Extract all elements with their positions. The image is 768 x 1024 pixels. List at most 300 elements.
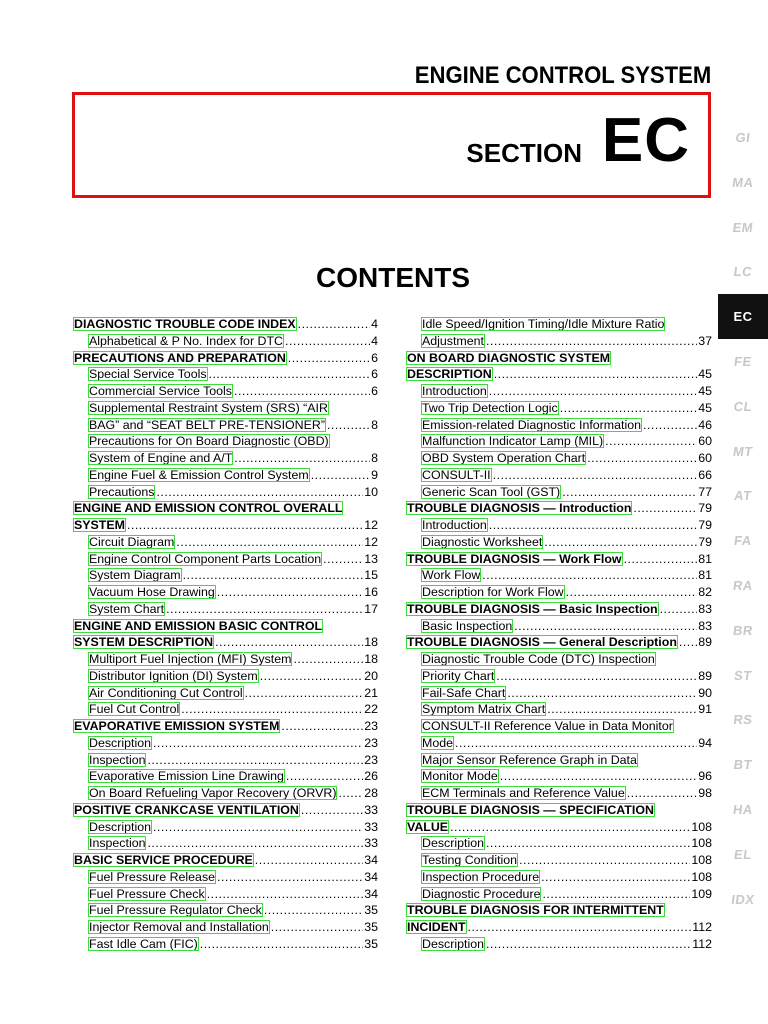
toc-entry[interactable] [73,567,378,584]
toc-entry-title[interactable]: Multiport Fuel Injection (MFI) System [89,652,292,666]
leader-dots [679,634,697,651]
toc-entry-page: 23 [364,719,378,733]
toc-entry-page: 33 [364,819,378,834]
toc-entry-page: 79 [698,501,712,516]
toc-entry-title[interactable]: Inspection Procedure [422,869,540,884]
toc-entry[interactable] [406,534,712,551]
toc-entry[interactable] [73,651,378,668]
toc-entry-title[interactable]: Fast Idle Cam (FIC) [89,936,198,951]
toc-entry-page: 4 [371,333,378,348]
toc-entry-page: 34 [364,853,378,867]
toc-entry-title[interactable]: TROUBLE DIAGNOSIS FOR INTERMITTENT [407,903,664,918]
toc-entry-title[interactable]: TROUBLE DIAGNOSIS — Basic Inspection [407,601,658,616]
toc-entry[interactable] [406,902,712,919]
leader-dots [255,852,363,869]
toc-entry-title[interactable]: Commercial Service Tools [89,384,232,398]
toc-entry-page: 22 [364,702,378,717]
toc-entry-title[interactable]: DESCRIPTION [407,367,492,382]
toc-left-column [73,316,378,953]
toc-entry-page: 79 [698,518,712,532]
toc-entry[interactable] [73,785,378,802]
toc-entry[interactable] [73,902,378,919]
toc-entry-title[interactable]: Two Trip Detection Logic [422,400,558,415]
toc-entry[interactable] [73,835,378,852]
leader-dots [147,752,363,769]
toc-entry[interactable] [406,802,712,819]
toc-entry[interactable] [406,634,712,651]
toc-entry[interactable] [73,417,378,434]
toc-entry[interactable] [406,919,712,936]
leader-dots [450,819,690,836]
toc-entry[interactable] [406,433,712,450]
leader-dots [298,316,370,333]
section-label: SECTION [466,138,582,168]
toc-entry[interactable] [406,400,712,417]
toc-entry[interactable] [73,869,378,886]
toc-entry-title[interactable]: PRECAUTIONS AND PREPARATION [74,350,286,365]
leader-dots [260,668,364,685]
toc-entry[interactable] [406,752,712,769]
toc-entry-page: 16 [364,585,378,599]
leader-dots [209,366,371,383]
toc-entry-page: 15 [364,568,378,583]
toc-entry-page: 83 [698,601,712,616]
leader-dots [153,819,363,836]
section-code: EC [601,106,690,175]
toc-entry-title[interactable]: Diagnostic Worksheet [422,534,543,549]
toc-entry-page: 23 [364,735,378,750]
toc-entry-title[interactable]: Engine Fuel & Emission Control System [89,467,309,482]
leader-dots [486,835,690,852]
toc-entry[interactable] [406,316,712,333]
toc-entry-title[interactable]: Adjustment [422,333,484,348]
toc-entry[interactable] [406,768,712,785]
leader-dots [286,768,363,785]
toc-entry-page: 35 [364,936,378,951]
leader-dots [338,785,363,802]
section-tab-el[interactable]: EL [733,846,753,862]
toc-entry-title[interactable]: Fuel Pressure Release [89,869,216,884]
leader-dots [217,869,363,886]
toc-entry-page: 35 [364,903,378,918]
leader-dots [489,383,697,400]
contents-title: CONTENTS [316,262,470,293]
toc-entry-title[interactable]: Fuel Cut Control [89,702,180,717]
toc-entry[interactable] [406,584,712,601]
toc-entry[interactable] [406,450,712,467]
toc-entry[interactable] [73,768,378,785]
toc-entry-page: 37 [698,333,712,348]
toc-entry-title[interactable]: EVAPORATIVE EMISSION SYSTEM [74,719,280,733]
leader-dots [507,685,697,702]
toc-entry[interactable] [406,852,712,869]
toc-entry-title[interactable]: Distributor Ignition (DI) System [89,668,258,683]
toc-entry-page: 26 [364,769,378,784]
section-tab-rs[interactable]: RS [732,712,754,728]
section-tab-gi[interactable]: GI [734,129,752,145]
toc-entry-page: 45 [698,384,712,398]
toc-entry-title[interactable]: Description [89,819,151,834]
toc-entry-page: 82 [698,585,712,599]
toc-entry-title[interactable]: CONSULT-II Reference Value in Data Monitor [422,719,673,733]
toc-entry[interactable] [406,618,712,635]
section-tabs [718,115,768,921]
toc-entry[interactable] [73,450,378,467]
toc-entry-page: 89 [698,635,712,650]
section-tab-ma[interactable]: MA [731,174,755,190]
toc-entry[interactable] [73,919,378,936]
toc-entry-page: 108 [691,869,712,884]
toc-entry-title[interactable]: System of Engine and A/T [89,451,233,465]
toc-entry-page: 108 [691,819,712,834]
toc-entry-title[interactable]: TROUBLE DIAGNOSIS — Introduction [407,501,632,516]
toc-entry-page: 66 [698,467,712,482]
toc-entry[interactable] [73,333,378,350]
toc-entry[interactable] [406,718,712,735]
toc-entry[interactable] [73,701,378,718]
toc-entry-title[interactable]: Precautions [89,484,155,499]
leader-dots [455,735,697,752]
toc-entry-title[interactable]: Inspection [89,836,146,851]
toc-entry-page: 46 [698,417,712,432]
toc-entry-title[interactable]: POSITIVE CRANKCASE VENTILATION [74,802,299,817]
toc-entry-page: 35 [364,920,378,934]
toc-entry-page: 33 [364,836,378,851]
toc-entry-page: 18 [364,635,378,650]
toc-entry[interactable] [73,551,378,568]
leader-dots [624,551,698,568]
toc-entry[interactable] [73,936,378,953]
toc-entry-page: 79 [698,534,712,549]
leader-dots [494,366,698,383]
toc-entry[interactable] [73,601,378,618]
toc-entry-page: 45 [698,400,712,415]
toc-entry-title[interactable]: Major Sensor Reference Graph in Data [422,752,637,767]
toc-entry-title[interactable]: System Diagram [89,568,181,583]
toc-entry-title[interactable]: OBD System Operation Chart [422,451,586,465]
leader-dots [327,417,370,434]
leader-dots [544,534,697,551]
toc-entry[interactable] [406,333,712,350]
leader-dots [500,768,697,785]
toc-entry[interactable] [406,350,712,367]
toc-entry-title[interactable]: Diagnostic Procedure [422,886,541,901]
toc-entry-title[interactable]: Introduction [422,384,487,398]
toc-entry-title[interactable]: On Board Refueling Vapor Recovery (ORVR) [89,786,337,800]
toc-entry[interactable] [406,601,712,618]
toc-entry-title[interactable]: ENGINE AND EMISSION CONTROL OVERALL [74,501,343,516]
toc-entry[interactable] [406,869,712,886]
toc-entry-title[interactable]: Malfunction Indicator Lamp (MIL) [422,434,604,449]
toc-entry[interactable] [406,484,712,501]
section-tab-ra[interactable]: RA [732,577,754,593]
toc-entry[interactable] [73,618,378,635]
leader-dots [514,618,697,635]
toc-entry[interactable] [406,567,712,584]
toc-entry-page: 21 [364,685,378,700]
leader-dots [311,467,370,484]
toc-entry-title[interactable]: BASIC SERVICE PROCEDURE [74,853,253,867]
leader-dots [560,400,698,417]
toc-entry-page: 108 [691,836,712,851]
toc-entry[interactable] [73,366,378,383]
leader-dots [489,517,697,534]
toc-entry[interactable] [73,400,378,417]
leader-dots [587,450,697,467]
toc-right-column [406,316,712,953]
toc-entry-page: 12 [364,518,378,532]
section-tab-br[interactable]: BR [732,622,754,638]
toc-entry-page: 28 [364,786,378,800]
toc-entry-title[interactable]: Description [89,735,151,750]
toc-entry-page: 6 [371,350,378,365]
leader-dots [234,383,370,400]
leader-dots [519,852,690,869]
toc-entry-title[interactable]: DIAGNOSTIC TROUBLE CODE INDEX [74,317,296,331]
toc-entry-title[interactable]: SYSTEM [74,518,125,532]
toc-entry-page: 45 [698,367,712,382]
leader-dots [323,551,363,568]
section-tab-ha[interactable]: HA [732,801,754,817]
leader-dots [486,936,691,953]
leader-dots [245,685,364,702]
toc-entry-title[interactable]: Monitor Mode [422,769,498,784]
toc-entry-title[interactable]: Air Conditioning Cut Control [89,685,243,700]
header-title: ENGINE CONTROL SYSTEM [414,62,711,89]
toc-entry-page: 34 [364,886,378,901]
section-tab-mt[interactable]: MT [732,443,754,459]
section-tab-ec[interactable]: EC [718,294,768,339]
toc-entry-title[interactable]: Description for Work Flow [422,585,564,599]
leader-dots [217,584,363,601]
leader-dots [566,584,698,601]
toc-entry-title[interactable]: BAG” and “SEAT BELT PRE-TENSIONER” [89,417,325,432]
toc-entry[interactable] [406,651,712,668]
leader-dots [482,567,697,584]
toc-entry[interactable] [406,668,712,685]
toc-entry-title[interactable]: TROUBLE DIAGNOSIS — General Description [407,635,677,650]
toc-entry-title[interactable]: System Chart [89,601,165,616]
toc-entry-page: 13 [364,551,378,566]
toc-entry-page: 83 [698,618,712,633]
section-tab-fa[interactable]: FA [733,533,753,549]
toc-entry-page: 108 [691,853,712,867]
toc-entry-page: 98 [698,786,712,800]
toc-entry-title[interactable]: Fuel Pressure Check [89,886,205,901]
toc-entry[interactable] [406,417,712,434]
leader-dots [541,869,690,886]
toc-entry-title[interactable]: Symptom Matrix Chart [422,702,546,717]
toc-entry-page: 8 [371,417,378,432]
toc-entry-title[interactable]: Fuel Pressure Regulator Check [89,903,262,918]
toc-entry-page: 34 [364,869,378,884]
toc-entry[interactable] [73,735,378,752]
toc-entry-page: 60 [698,434,712,449]
leader-dots [493,467,698,484]
toc-entry[interactable] [73,484,378,501]
toc-entry-page: 6 [371,384,378,398]
toc-entry-title[interactable]: Description [422,836,484,851]
leader-dots [627,785,697,802]
leader-dots [176,534,363,551]
toc-entry-title[interactable]: ECM Terminals and Reference Value [422,786,625,800]
toc-entry[interactable] [406,685,712,702]
toc-entry[interactable] [73,584,378,601]
leader-dots [468,919,692,936]
leader-dots [166,601,363,618]
toc-entry-title[interactable]: Injector Removal and Installation [89,920,269,934]
toc-entry-page: 8 [371,451,378,465]
toc-entry-page: 60 [698,451,712,465]
toc-entry[interactable] [406,500,712,517]
toc-entry-title[interactable]: INCIDENT [407,920,466,934]
toc-entry-title[interactable]: Generic Scan Tool (GST) [422,484,561,499]
toc-entry[interactable] [73,819,378,836]
toc-entry-title[interactable]: ON BOARD DIAGNOSTIC SYSTEM [407,350,611,365]
section-tab-fe[interactable]: FE [733,353,753,369]
toc-entry-title[interactable]: TROUBLE DIAGNOSIS — SPECIFICATION [407,802,654,817]
toc-entry-page: 77 [698,484,712,499]
leader-dots [301,802,363,819]
toc-entry-title[interactable]: Alphabetical & P No. Index for DTC [89,333,283,348]
toc-entry-page: 96 [698,769,712,784]
toc-entry[interactable] [73,350,378,367]
toc-entry-page: 112 [692,936,712,951]
leader-dots [633,500,697,517]
section-tab-bt[interactable]: BT [732,757,754,773]
toc-entry-title[interactable]: Introduction [422,518,487,532]
leader-dots [207,886,364,903]
toc-entry-page: 109 [691,886,712,901]
toc-entry-page: 12 [364,534,378,549]
leader-dots [183,567,364,584]
section-tab-st[interactable]: ST [733,667,753,683]
toc-entry[interactable] [406,551,712,568]
toc-entry-page: 4 [371,317,378,331]
leader-dots [285,333,370,350]
toc-entry-title[interactable]: Fail-Safe Chart [422,685,506,700]
toc-entry-title[interactable]: Description [422,936,484,951]
toc-entry-page: 89 [698,668,712,683]
toc-entry-title[interactable]: ENGINE AND EMISSION BASIC CONTROL [74,618,323,633]
toc-entry-title[interactable]: Precautions for On Board Diagnostic (OBD) [89,434,329,449]
toc-entry-page: 20 [364,668,378,683]
toc-entry[interactable] [73,500,378,517]
section-tab-lc[interactable]: LC [732,264,754,280]
toc-entry-title[interactable]: Special Service Tools [89,367,207,382]
leader-dots [147,835,363,852]
toc-entry-page: 18 [364,652,378,666]
toc-entry-title[interactable]: Inspection [89,752,146,767]
toc-entry-title[interactable]: Diagnostic Trouble Code (DTC) Inspection [422,652,655,666]
leader-dots [200,936,363,953]
toc-entry-title[interactable]: Priority Chart [422,668,495,683]
toc-entry[interactable] [406,701,712,718]
toc-entry[interactable] [406,785,712,802]
toc-entry[interactable] [73,886,378,903]
section-box [72,92,711,198]
toc-entry-page: 17 [364,601,378,616]
toc-entry[interactable] [73,634,378,651]
toc-entry[interactable] [406,819,712,836]
section-tab-idx[interactable]: IDX [730,891,756,907]
toc-entry[interactable] [73,752,378,769]
toc-entry-title[interactable]: Basic Inspection [422,618,513,633]
toc-entry[interactable] [73,718,378,735]
toc-entry-title[interactable]: Supplemental Restraint System (SRS) “AIR [89,400,328,415]
toc-entry[interactable] [406,467,712,484]
toc-entry-page: 33 [364,802,378,817]
leader-dots [234,450,370,467]
leader-dots [153,735,363,752]
toc-entry[interactable] [73,852,378,869]
toc-entry-title[interactable]: VALUE [407,819,449,834]
section-tab-em[interactable]: EM [731,219,755,235]
toc-entry-page: 90 [698,685,712,700]
leader-dots [215,634,363,651]
leader-dots [293,651,363,668]
toc-entry-title[interactable]: TROUBLE DIAGNOSIS — Work Flow [407,551,622,566]
toc-entry-title[interactable]: Vacuum Hose Drawing [89,585,215,599]
toc-entry-page: 10 [364,484,378,499]
leader-dots [643,417,697,434]
toc-entry[interactable] [406,886,712,903]
toc-entry-page: 81 [698,551,712,566]
leader-dots [288,350,370,367]
section-tab-at[interactable]: AT [733,488,753,504]
toc-entry-title[interactable]: Emission-related Diagnostic Information [422,417,641,432]
toc-entry-title[interactable]: Engine Control Component Parts Location [89,551,322,566]
toc-entry[interactable] [73,668,378,685]
toc-entry-page: 112 [692,920,712,934]
toc-entry-page: 81 [698,568,712,583]
toc-entry[interactable] [73,467,378,484]
toc-entry[interactable] [406,735,712,752]
leader-dots [181,701,363,718]
toc-entry[interactable] [73,433,378,450]
toc-entry[interactable] [406,835,712,852]
leader-dots [281,718,363,735]
leader-dots [486,333,697,350]
toc-entry[interactable] [73,383,378,400]
toc-entry[interactable] [406,936,712,953]
toc-entry-page: 23 [364,752,378,767]
leader-dots [496,668,697,685]
toc-entry-title[interactable]: Evaporative Emission Line Drawing [89,769,284,784]
toc-entry[interactable] [73,802,378,819]
toc-entry[interactable] [73,517,378,534]
toc-entry-title[interactable]: SYSTEM DESCRIPTION [74,635,214,650]
section-tab-cl[interactable]: CL [732,398,754,414]
toc-entry-title[interactable]: Mode [422,735,453,750]
toc-entry-page: 9 [371,467,378,482]
toc-entry[interactable] [73,685,378,702]
toc-entry[interactable] [73,316,378,333]
toc-entry[interactable] [406,366,712,383]
toc-entry-title[interactable]: Work Flow [422,568,481,583]
toc-entry[interactable] [406,383,712,400]
toc-entry-title[interactable]: CONSULT-II [422,467,491,482]
toc-entry-title[interactable]: Circuit Diagram [89,534,175,549]
toc-entry[interactable] [406,517,712,534]
leader-dots [660,601,698,618]
toc-entry-title[interactable]: Idle Speed/Ignition Timing/Idle Mixture Ratio [422,317,665,331]
toc-entry[interactable] [73,534,378,551]
toc-entry-title[interactable]: Testing Condition [422,853,518,867]
leader-dots [562,484,697,501]
leader-dots [547,701,697,718]
leader-dots [127,517,363,534]
